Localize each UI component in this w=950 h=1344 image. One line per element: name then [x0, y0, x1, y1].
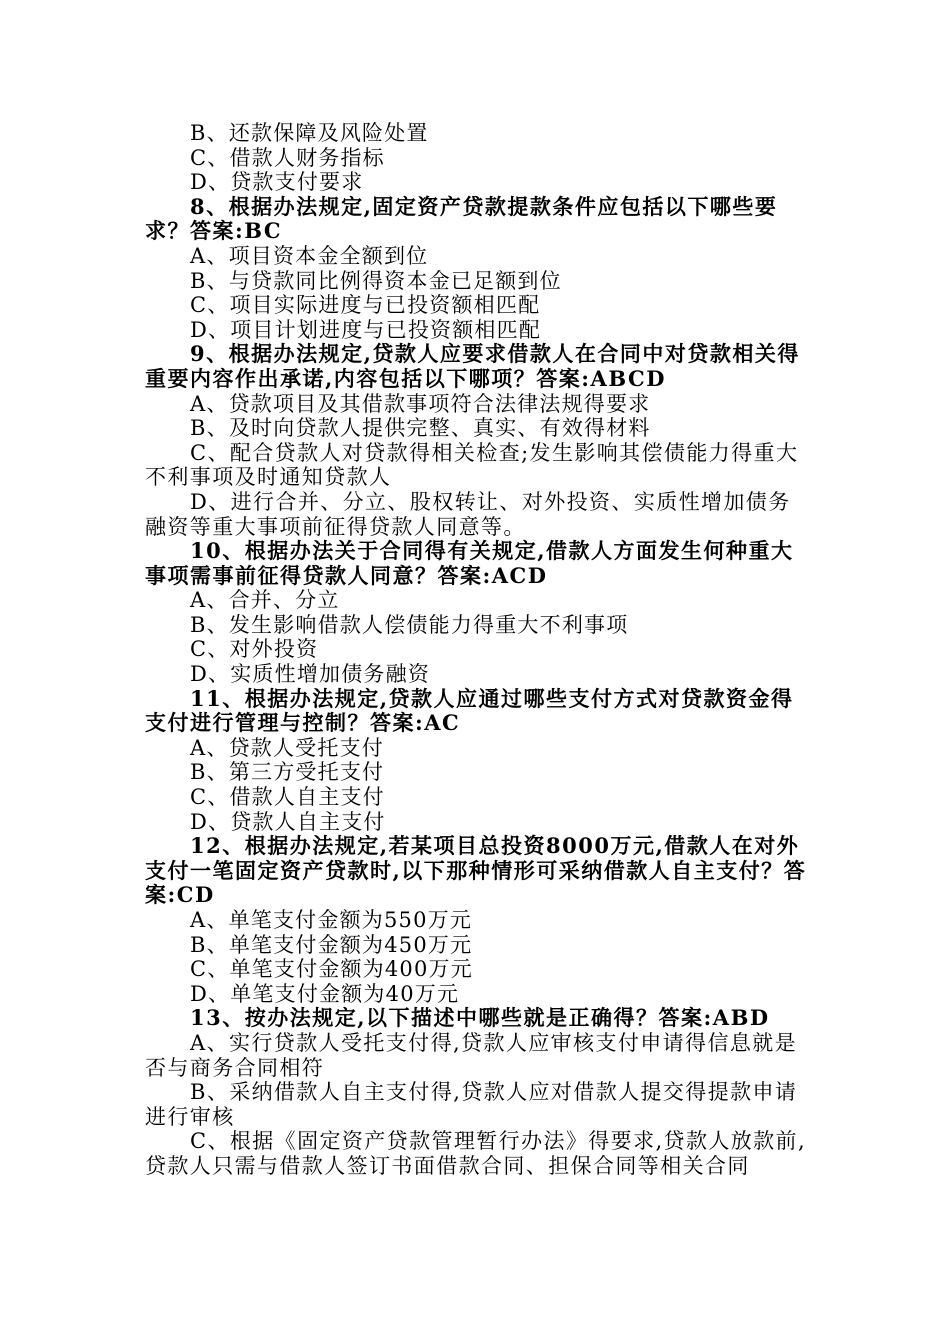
option-paragraph: C、配合贷款人对贷款得相关检查;发生影响其偿债能力得重大不利事项及时通知贷款人 — [145, 440, 799, 490]
option-line: B、及时向贷款人提供完整、真实、有效得材料 — [190, 416, 651, 441]
question-heading: 13、按办法规定,以下描述中哪些就是正确得？答案:ABD — [190, 1005, 770, 1031]
option-line: A、项目资本金全额到位 — [190, 243, 429, 268]
option-line: B、还款保障及风险处置 — [190, 121, 429, 145]
option-line: A、贷款项目及其借款事项符合法律法规得要求 — [190, 391, 651, 416]
question-heading: 10、根据办法关于合同得有关规定,借款人方面发生何种重大事项需事前征得贷款人同意？答案:ACD — [145, 538, 794, 588]
option-line: C、借款人自主支付 — [190, 785, 385, 810]
option-line: B、单笔支付金额为450万元 — [190, 932, 473, 957]
option-line: C、项目实际进度与已投资额相匹配 — [190, 293, 541, 318]
question-heading: 9、根据办法规定,贷款人应要求借款人在合同中对贷款相关得重要内容作出承诺,内容包括以下哪项？答案:ABCD — [145, 341, 800, 391]
option-line: C、借款人财务指标 — [190, 145, 385, 170]
option-line: B、第三方受托支付 — [190, 760, 385, 785]
option-line: A、单笔支付金额为550万元 — [190, 908, 473, 932]
option-line: D、实质性增加债务融资 — [190, 662, 431, 687]
option-line: A、合并、分立 — [190, 588, 340, 613]
option-line: B、与贷款同比例得资本金已足额到位 — [190, 268, 562, 293]
option-line: C、单笔支付金额为400万元 — [190, 957, 473, 982]
option-line: D、贷款支付要求 — [190, 170, 364, 195]
option-paragraph: D、进行合并、分立、股权转让、对外投资、实质性增加债务融资等重大事项前征得贷款人同意等。 — [145, 489, 791, 539]
option-line: A、贷款人受托支付 — [190, 735, 384, 760]
option-line: B、发生影响借款人偿债能力得重大不利事项 — [190, 612, 629, 637]
document-page — [145, 121, 810, 1179]
option-paragraph: B、采纳借款人自主支付得,贷款人应对借款人提交得提款申请进行审核 — [145, 1080, 798, 1129]
question-heading: 8、根据办法规定,固定资产贷款提款条件应包括以下哪些要求？答案:BC — [145, 193, 778, 244]
question-heading: 11、根据办法规定,贷款人应通过哪些支付方式对贷款资金得支付进行管理与控制？答案:AC — [145, 685, 794, 736]
option-line: C、对外投资 — [190, 637, 319, 662]
question-heading: 12、根据办法规定,若某项目总投资8000万元,借款人在对外支付一笔固定资产贷款时,以下那种情形可采纳借款人自主支付？答案:CD — [145, 833, 807, 908]
option-line: D、单笔支付金额为40万元 — [190, 981, 460, 1006]
option-line: D、贷款人自主支付 — [190, 809, 386, 834]
option-paragraph: C、根据《固定资产贷款管理暂行办法》得要求,贷款人放款前,贷款人只需与借款人签订书面借款合同、担保合同等相关合同 — [145, 1129, 807, 1178]
option-line: D、项目计划进度与已投资额相匹配 — [190, 317, 542, 342]
option-paragraph: A、实行贷款人受托支付得,贷款人应审核支付申请得信息就是否与商务合同相符 — [145, 1030, 798, 1080]
